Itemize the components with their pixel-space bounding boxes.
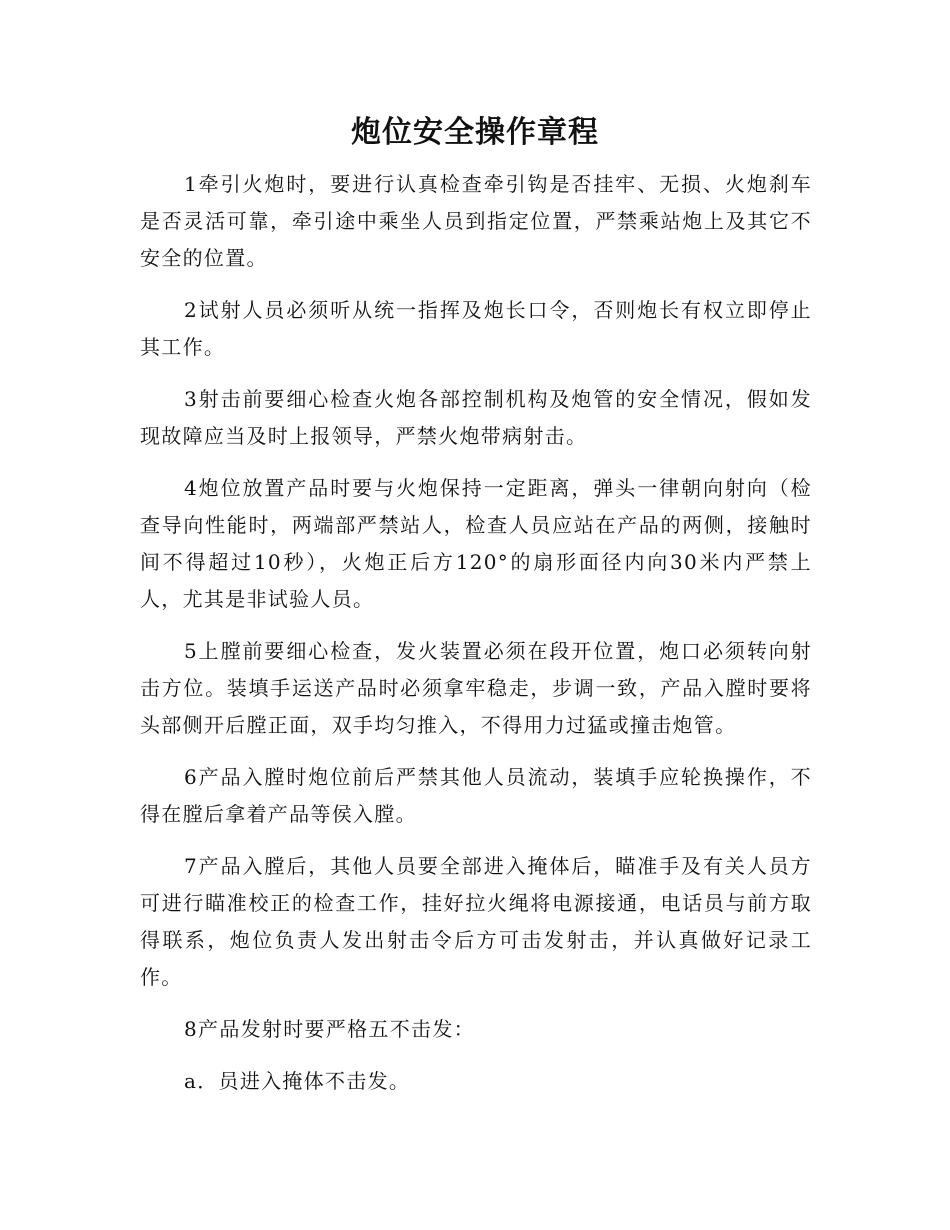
paragraph-7: 7产品入膛后，其他人员要全部进入掩体后，瞄准手及有关人员方可进行瞄准校正的检查工作，挂好拉火绳将电源接通，电话员与前方取得联系，炮位负责人发出射击令后方可击发射击，并认真做好记录工作。 bbox=[140, 854, 812, 989]
list-item-a: a．员进入掩体不击发。 bbox=[184, 1069, 411, 1093]
paragraph-5: 5上膛前要细心检查，发火装置必须在段开位置，炮口必须转向射击方位。装填手运送产品时必须拿牢稳走，步调一致，产品入膛时要将头部侧开后膛正面，双手均匀推入，不得用力过猛或撞击炮管。 bbox=[140, 639, 812, 737]
paragraph-8: 8产品发射时要严格五不击发： bbox=[184, 1017, 475, 1041]
document-body bbox=[140, 166, 812, 1115]
paragraph-3: 3射击前要细心检查火炮各部控制机构及炮管的安全情况，假如发现故障应当及时上报领导，严禁火炮带病射击。 bbox=[140, 387, 812, 448]
paragraph-4: 4炮位放置产品时要与火炮保持一定距离，弹头一律朝向射向（检查导向性能时，两端部严禁站人，检查人员应站在产品的两侧，接触时间不得超过10秒），火炮正后方120°的扇形面径内向30米内严禁上人，尤其是非试验人员。 bbox=[140, 476, 812, 611]
paragraph-6: 6产品入膛时炮位前后严禁其他人员流动，装填手应轮换操作，不得在膛后拿着产品等侯入膛。 bbox=[140, 765, 812, 826]
paragraph-1: 1牵引火炮时，要进行认真检查牵引钩是否挂牢、无损、火炮刹车是否灵活可靠，牵引途中乘坐人员到指定位置，严禁乘站炮上及其它不安全的位置。 bbox=[140, 172, 812, 270]
document-title: 炮位安全操作章程 bbox=[351, 115, 599, 150]
paragraph-2: 2试射人员必须听从统一指挥及炮长口令，否则炮长有权立即停止其工作。 bbox=[140, 298, 812, 359]
